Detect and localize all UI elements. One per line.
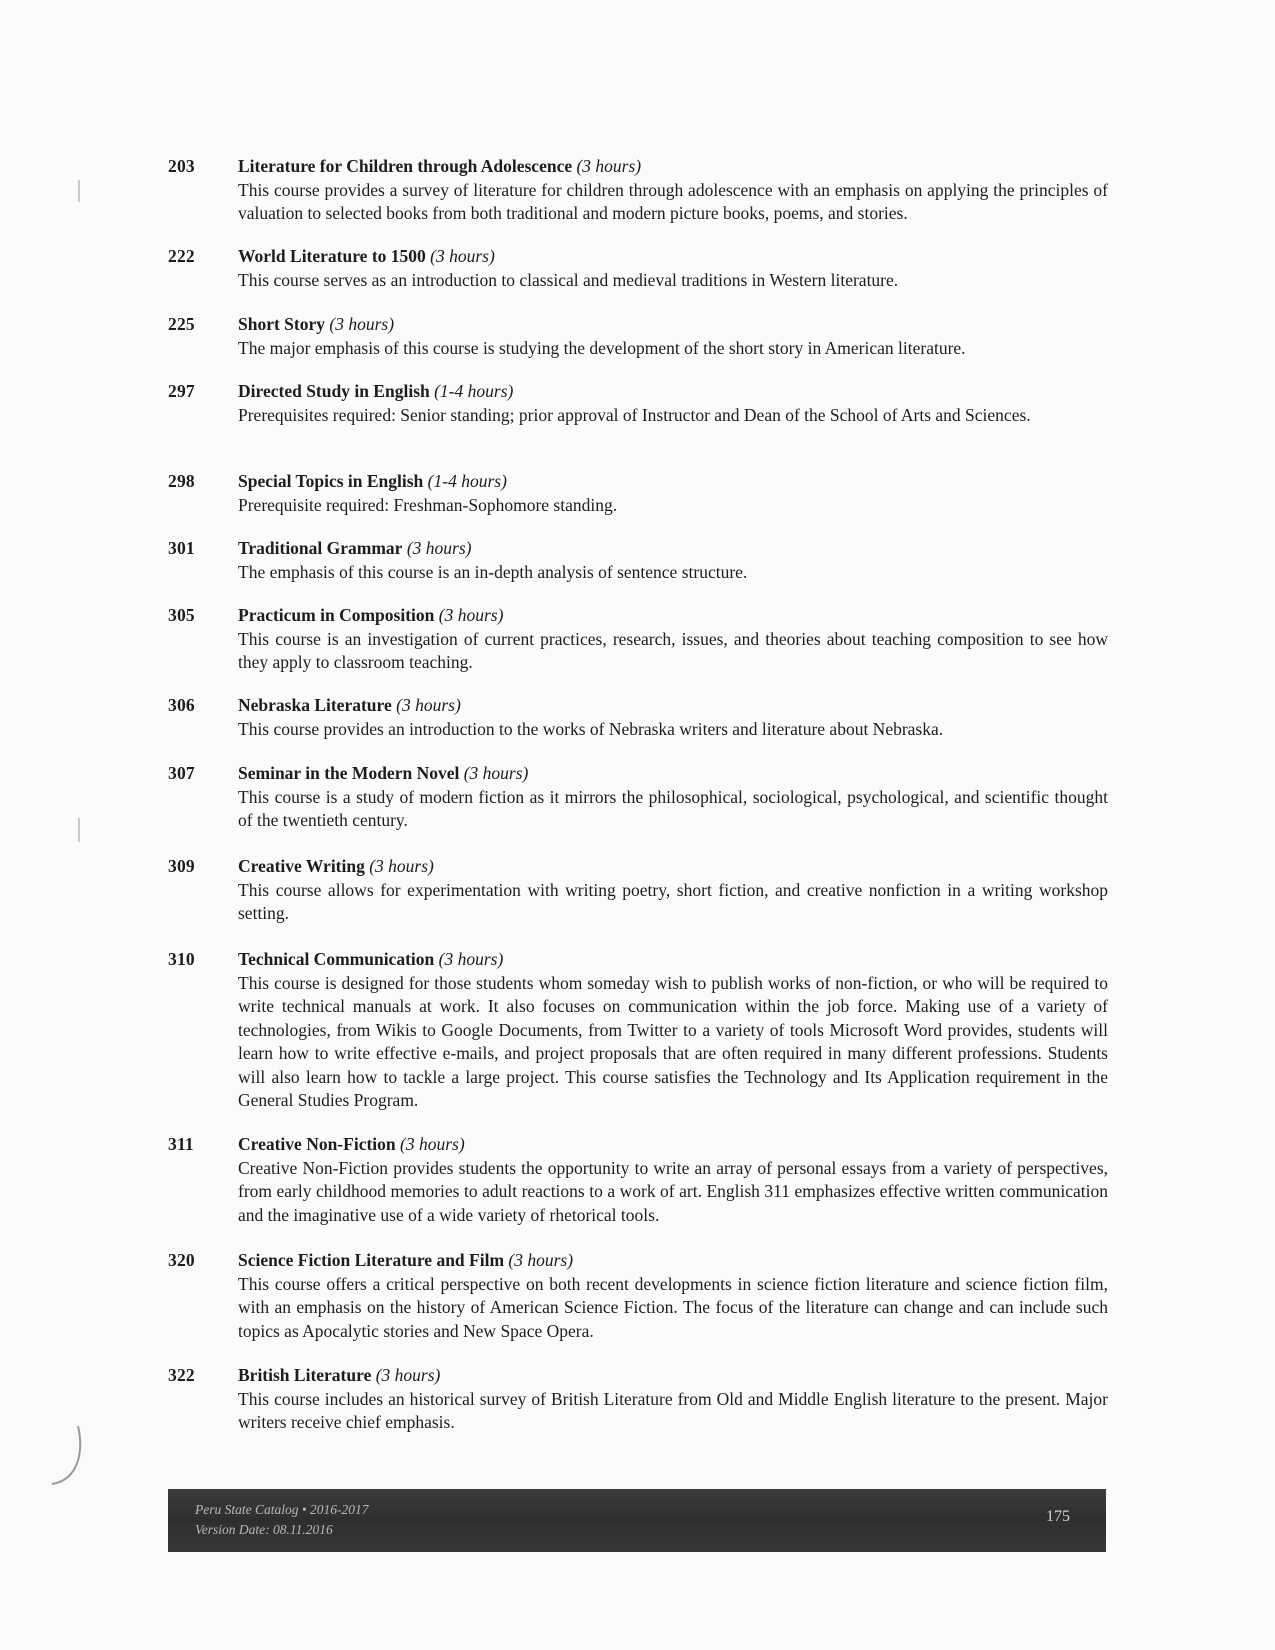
page-number: 175 [1046,1508,1070,1525]
course-body [238,855,1108,926]
course-description: This course is an investigation of current practices, research, issues, and theories about teaching composition to see how they apply to classroom teaching. [238,628,1108,672]
course-number: 309 [168,856,195,876]
course-title: Creative Writing [238,856,365,876]
course-title: Directed Study in English [238,381,430,401]
course-body [238,537,1108,584]
course-number: 301 [168,538,195,558]
course-entry [168,762,1108,833]
course-entry [168,313,1108,360]
course-hours: (3 hours) [438,605,504,625]
course-body [238,694,1108,741]
course-number: 307 [168,763,195,783]
course-entry [168,245,1108,292]
course-description: This course includes an historical survey of British Literature from Old and Middle English literature to the present. Major writers receive chief emphasis. [238,1388,1108,1432]
course-description: Creative Non-Fiction provides students the opportunity to write an array of personal essays from a variety of perspectives, from early childhood memories to adult reactions to a work of art. English 311 emphasizes effective written communication and the imaginative use of a wide variety of rhetorical tools. [238,1157,1108,1225]
course-title: World Literature to 1500 [238,246,426,266]
course-hours: (3 hours) [375,1365,441,1385]
course-description: This course serves as an introduction to classical and medieval traditions in Western literature. [238,269,899,290]
course-number: 298 [168,471,195,491]
course-hours: (1-4 hours) [427,471,507,491]
course-hours: (3 hours) [463,763,529,783]
course-title: Literature for Children through Adolescence [238,156,573,176]
course-entry [168,1364,1108,1435]
course-body [238,762,1108,833]
course-entry [168,694,1108,741]
course-description: This course allows for experimentation with writing poetry, short fiction, and creative nonfiction in a writing workshop setting. [238,879,1108,923]
course-description: The major emphasis of this course is studying the development of the short story in American literature. [238,337,966,358]
course-number: 306 [168,695,195,715]
course-description: This course offers a critical perspective on both recent developments in science fiction literature and science fiction film, with an emphasis on the history of American Science Fiction. The focus of the literature can change and can include such topics as Apocalytic stories and New Space Opera. [238,1273,1108,1341]
course-body [238,1364,1108,1435]
course-number: 305 [168,605,195,625]
course-number: 320 [168,1250,195,1270]
footer-info [195,1500,368,1540]
course-hours: (3 hours) [576,156,642,176]
course-description: The emphasis of this course is an in-depth analysis of sentence structure. [238,561,748,582]
course-hours: (3 hours) [400,1134,465,1154]
course-body [238,604,1108,675]
course-entry [168,537,1108,584]
course-title: Creative Non-Fiction [238,1134,396,1154]
course-entry [168,948,1108,1113]
course-description: This course provides an introduction to the works of Nebraska writers and literature about Nebraska. [238,718,944,739]
course-title: Practicum in Composition [238,605,435,625]
course-description: This course provides a survey of literature for children through adolescence with an emphasis on applying the principles of valuation to selected books from both traditional and modern picture books, poems, and stories. [238,179,1108,223]
course-hours: (3 hours) [438,949,504,969]
course-entry [168,855,1108,926]
footer-version-line: Version Date: 08.11.2016 [195,1522,333,1537]
course-number: 225 [168,314,195,334]
course-hours: (3 hours) [508,1250,574,1270]
course-hours: (3 hours) [396,695,461,715]
course-number: 311 [168,1134,194,1154]
course-title: Special Topics in English [238,471,424,491]
course-body [238,155,1108,226]
course-number: 203 [168,156,195,176]
course-body [238,1133,1108,1227]
footer-bar [168,1489,1106,1552]
scan-artifact-curve [48,1422,88,1492]
course-title: Science Fiction Literature and Film [238,1250,505,1270]
scan-artifact [78,818,80,842]
course-body [238,948,1108,1113]
course-entry [168,604,1108,675]
course-hours: (3 hours) [406,538,472,558]
course-body [238,380,1108,427]
course-number: 322 [168,1365,195,1385]
course-title: British Literature [238,1365,372,1385]
course-description: This course is a study of modern fiction as it mirrors the philosophical, sociological, psychological, and scientific thought of the twentieth century. [238,786,1108,830]
course-description: Prerequisite required: Freshman-Sophomore standing. [238,494,618,515]
course-number: 222 [168,246,195,266]
course-title: Seminar in the Modern Novel [238,763,460,783]
course-hours: (3 hours) [369,856,434,876]
course-body [238,1249,1108,1343]
course-number: 297 [168,381,195,401]
course-number: 310 [168,949,195,969]
course-title: Short Story [238,314,326,334]
course-entry [168,1249,1108,1343]
course-description: This course is designed for those students whom someday wish to publish works of non-fiction, or who will be required to write technical manuals at work. It also focuses on communication within the job force. Making use of a variety of technologies, from Wikis to Google Documents, from Twitter to a variety of tools Microsoft Word provides, students will learn how to write effective e-mails, and project proposals that are often required in many different professions. Students will also learn how to tackle a large project. This course satisfies the Technology and Its Application requirement in the General Studies Program. [238,972,1108,1110]
course-hours: (3 hours) [329,314,395,334]
course-body [238,313,1108,360]
course-entry [168,155,1108,226]
course-hours: (3 hours) [430,246,495,266]
course-title: Nebraska Literature [238,695,392,715]
course-description: Prerequisites required: Senior standing; prior approval of Instructor and Dean of the School of Arts and Sciences. [238,404,1031,425]
course-hours: (1-4 hours) [434,381,514,401]
course-body [238,470,1108,517]
course-entry [168,380,1108,427]
course-title: Traditional Grammar [238,538,403,558]
course-title: Technical Communication [238,949,435,969]
scan-artifact [78,180,80,202]
footer-catalog-line: Peru State Catalog • 2016-2017 [195,1502,369,1517]
course-body [238,245,1108,292]
course-entry [168,1133,1108,1227]
course-entry [168,470,1108,517]
